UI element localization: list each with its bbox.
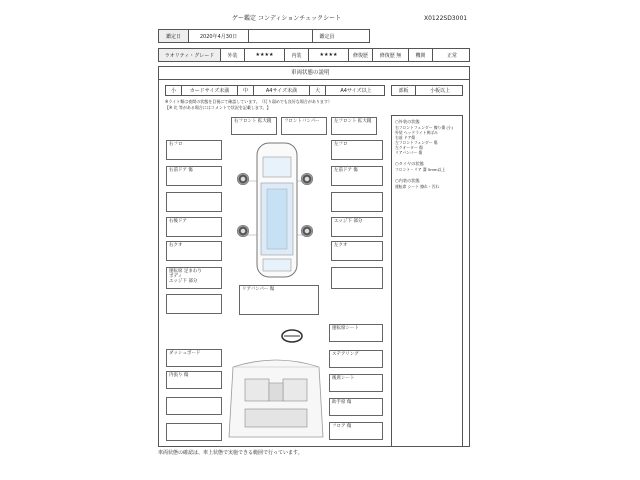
label-blank-l5	[166, 423, 222, 441]
label-rear-bumper: リアバンパー 傷	[239, 285, 319, 315]
legend-part: 部板	[392, 86, 416, 95]
label-seat-left: フロア 傷	[329, 422, 383, 440]
label-blank-l4	[166, 397, 222, 415]
interior-label: 内装	[285, 49, 309, 61]
legend-medium: 中	[238, 86, 254, 95]
date-label: 鑑定日	[159, 30, 189, 42]
label-seat-right: 助手席 傷	[329, 398, 383, 416]
label-right-front-door: 右前ドア 傷	[166, 166, 222, 186]
panel-title: 車両状態の説明	[291, 70, 330, 76]
remarks-s1-line: 右フロントフェンダー 擦り傷 (小)	[395, 125, 454, 130]
remarks-s1-line: 左クオーター 傷	[395, 145, 423, 150]
remarks-s1-line: 外装 ヘッドライト黄ばみ	[395, 130, 438, 135]
note-line-2: 【※ 比 等がある場合にはコメントで状況を記載します。】	[165, 105, 271, 110]
document-number: X0122SD3001	[424, 15, 468, 22]
engine-value: 正常	[446, 52, 457, 59]
legend-row	[165, 85, 385, 96]
legend-part-desc: 小板以上	[429, 88, 450, 94]
legend-small: 小	[166, 86, 182, 95]
steering-wheel-icon	[281, 329, 303, 343]
label-right-side-lower: 運転席 足まわり ボディ エッジ下 部分	[166, 267, 222, 289]
front-left-wheel-icon	[237, 173, 249, 185]
condition-panel	[158, 66, 470, 447]
remarks-s1-line: リアバンパー 傷	[395, 150, 423, 155]
footer-note: 車両状態の確認は、車上状態で実施できる範囲で行っています。	[158, 450, 303, 456]
remarks-section1-title: ○外装の状態	[395, 119, 420, 124]
label-front-right-fender: 左フロント 拡大鏡	[331, 117, 377, 135]
label-blank-r2	[331, 267, 383, 289]
label-left-quarter: 左クオ	[331, 241, 383, 261]
remarks-s3-line: 運転席 シート 擦れ・汚れ	[395, 184, 440, 189]
label-dash: ダッシュボード	[166, 349, 222, 367]
sheet-title: ゲー鑑定 コンディションチェックシート	[232, 15, 342, 22]
note-line-1: ※ライト類は夜間の状態を目視にて確認しています。（灯り弱めでも良好な場合があります）	[165, 99, 332, 104]
car-top-view-diagram	[223, 135, 331, 285]
date-value: 2020年4月30日	[189, 30, 249, 42]
grade-row	[158, 48, 470, 62]
label-blank-l1	[166, 192, 222, 212]
label-front-bumper: フロントバンパー	[281, 117, 327, 135]
legend-large: 大	[310, 86, 326, 95]
label-right-rear-door: 右後ドア	[166, 217, 222, 237]
front-right-wheel-icon	[301, 173, 313, 185]
engine-label: 機関	[409, 49, 433, 61]
label-blank-l2	[166, 294, 222, 314]
remarks-s1-line: 右前 ドア傷	[395, 135, 416, 140]
label-right-quarter: 右クオ	[166, 241, 222, 261]
remarks-section2-title: ○タイヤの状態	[395, 161, 424, 166]
remarks-section3-title: ○内装の状態	[395, 178, 420, 183]
rear-right-wheel-icon	[301, 225, 313, 237]
exterior-stars: ★★★★	[245, 49, 285, 61]
label-right-front: 右フロ	[166, 140, 222, 160]
date-empty	[249, 30, 313, 42]
interior-stars: ★★★★	[309, 49, 349, 61]
exterior-label: 外装	[221, 49, 245, 61]
label-blank-r1	[331, 192, 383, 212]
legend-part-row	[391, 85, 463, 96]
rear-left-wheel-icon	[237, 225, 249, 237]
inspector-label: 鑑定員	[319, 33, 335, 40]
date-row	[158, 29, 370, 43]
label-left-front-door: 左前ドア 傷	[331, 166, 383, 186]
label-front-left-fender: 右フロント 拡大鏡	[231, 117, 277, 135]
label-steering-box: ステアリング	[329, 350, 383, 368]
panel-title-rule	[159, 79, 469, 80]
label-blank-l3: 内張り 傷	[166, 371, 222, 389]
remarks-s2-line: フロント・リア 溝 5mm以上	[395, 167, 446, 172]
quality-grade-label: ラオリティ・グレード	[159, 49, 221, 61]
remarks-box	[391, 115, 463, 447]
legend-large-desc: A4サイズ以上	[340, 88, 372, 94]
label-seat-front: 運転席シート	[329, 324, 383, 342]
label-seat-rear: 後席シート	[329, 374, 383, 392]
label-left-front: 左フロ	[331, 140, 383, 160]
repair-history-value: 修復歴 無	[373, 49, 409, 61]
repair-history-label: 修復歴	[349, 49, 373, 61]
label-left-rear-door: エッジ下 部分	[331, 217, 383, 237]
legend-small-desc: カードサイズ未満	[182, 86, 238, 95]
remarks-s1-line: 左フロントフェンダー 傷	[395, 140, 438, 145]
interior-diagram	[223, 357, 329, 443]
legend-medium-desc: A4サイズ未満	[254, 86, 310, 95]
